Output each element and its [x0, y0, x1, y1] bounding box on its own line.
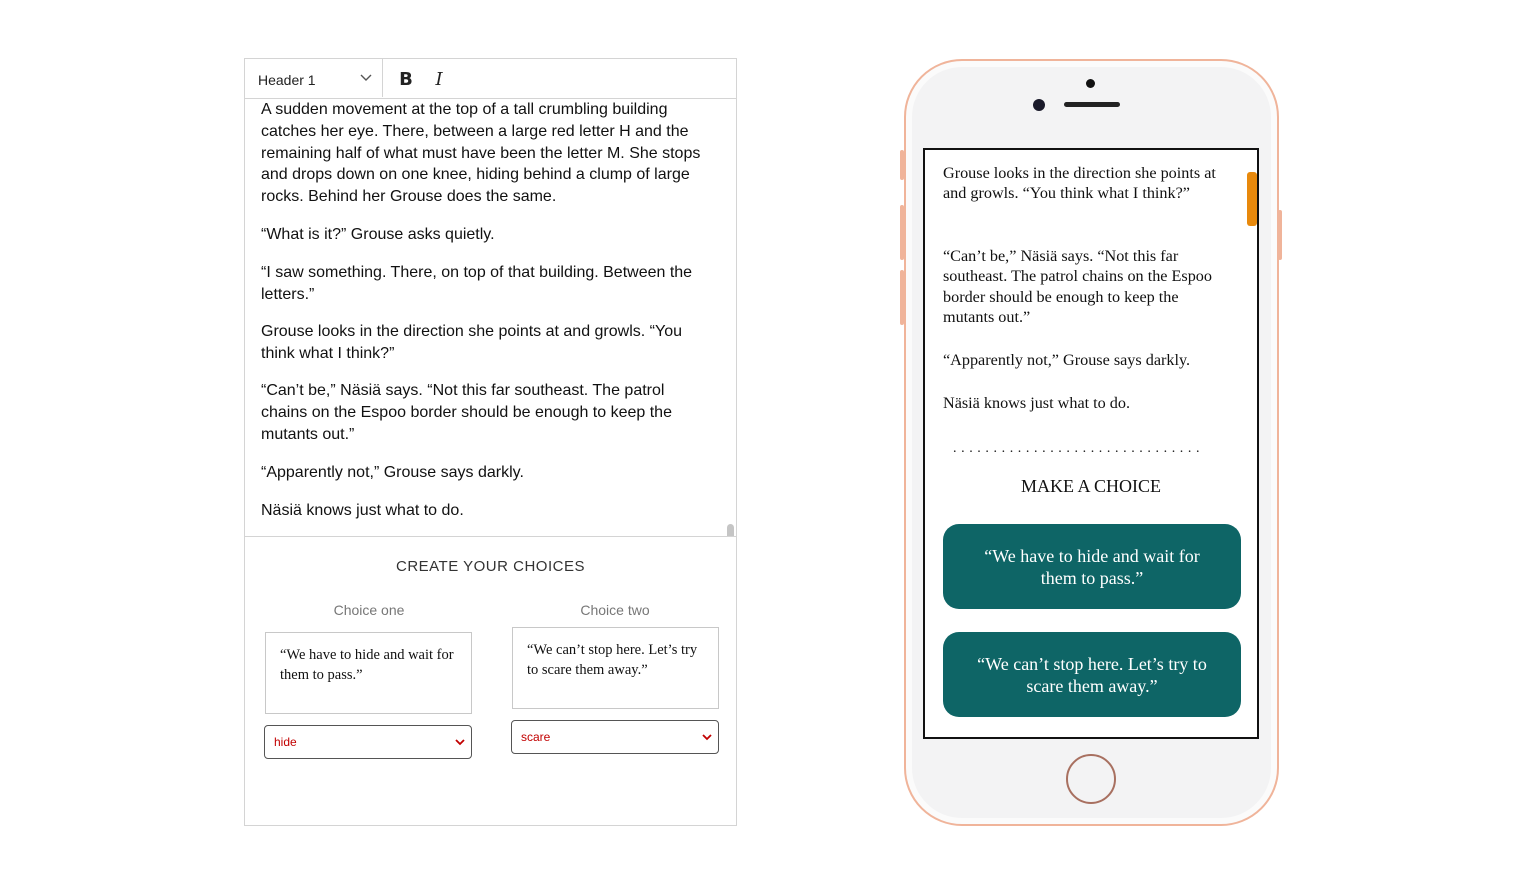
choice-one-tag-select[interactable]	[264, 725, 472, 759]
chevron-down-icon	[455, 738, 465, 746]
choice-one-button[interactable]: “We have to hide and wait for them to pass.”	[943, 524, 1241, 609]
editor-scrollbar[interactable]	[727, 524, 734, 537]
header-select-label: Header 1	[258, 72, 316, 88]
story-paragraph: “Apparently not,” Grouse says darkly.	[943, 351, 1191, 369]
chevron-down-icon	[360, 72, 372, 82]
story-paragraph: “What is it?” Grouse asks quietly.	[261, 226, 495, 243]
choice-two-button[interactable]: “We can’t stop here. Let’s try to scare them away.”	[943, 632, 1241, 717]
choice-two-text-field[interactable]: “We can’t stop here. Let’s try to scare them away.”	[512, 627, 719, 709]
bold-button[interactable]: B	[399, 68, 413, 90]
editor-toolbar	[245, 59, 736, 99]
italic-button[interactable]: I	[435, 68, 443, 90]
choice-two-tag-select[interactable]	[511, 720, 719, 754]
header-format-select[interactable]	[245, 59, 383, 97]
story-paragraph: “Can’t be,” Näsiä says. “Not this far southeast. The patrol chains on the Espoo border should be enough to keep the mutants out.”	[943, 247, 1212, 326]
story-paragraph: Näsiä knows just what to do.	[261, 502, 464, 519]
make-choice-heading: MAKE A CHOICE	[1020, 476, 1161, 496]
story-paragraph: “Apparently not,” Grouse says darkly.	[261, 464, 524, 481]
home-button[interactable]	[1066, 754, 1116, 804]
story-editor	[244, 58, 737, 826]
story-paragraph: “I saw something. There, on top of that building. Between the letters.”	[261, 264, 693, 303]
dotted-separator: ...............................	[953, 441, 1205, 456]
front-camera-icon	[1033, 99, 1045, 111]
choice-one-tag-value: hide	[274, 735, 297, 749]
choice-two-tag-value: scare	[521, 730, 551, 744]
phone-scroll-indicator[interactable]	[1247, 172, 1257, 226]
story-paragraph: Näsiä knows just what to do.	[943, 394, 1131, 412]
camera-icon	[1086, 79, 1095, 88]
story-paragraph: “Can’t be,” Näsiä says. “Not this far southeast. The patrol chains on the Espoo border should be enough to keep the mutants out.”	[261, 382, 672, 443]
create-choices-title: CREATE YOUR CHOICES	[396, 558, 585, 575]
choice-one-text-field[interactable]: “We have to hide and wait for them to pass.”	[265, 632, 472, 714]
phone-screen	[923, 148, 1259, 739]
story-paragraph: Grouse looks in the direction she points at and growls. “You think what I think?”	[943, 164, 1216, 203]
story-text-area[interactable]	[245, 99, 736, 537]
story-paragraph: A sudden movement at the top of a tall crumbling building catches her eye. There, between a large red letter H and the remaining half of what must have been the letter M. She stops and drops down on one knee, hiding behind a clump of large rocks. Behind her Grouse does the same.	[261, 101, 701, 206]
speaker-grille	[1064, 102, 1120, 107]
choice-two-label: Choice two	[580, 602, 650, 618]
chevron-down-icon	[702, 733, 712, 741]
choice-one-label: Choice one	[333, 602, 405, 618]
story-paragraph: Grouse looks in the direction she points at and growls. “You think what I think?”	[261, 323, 682, 362]
